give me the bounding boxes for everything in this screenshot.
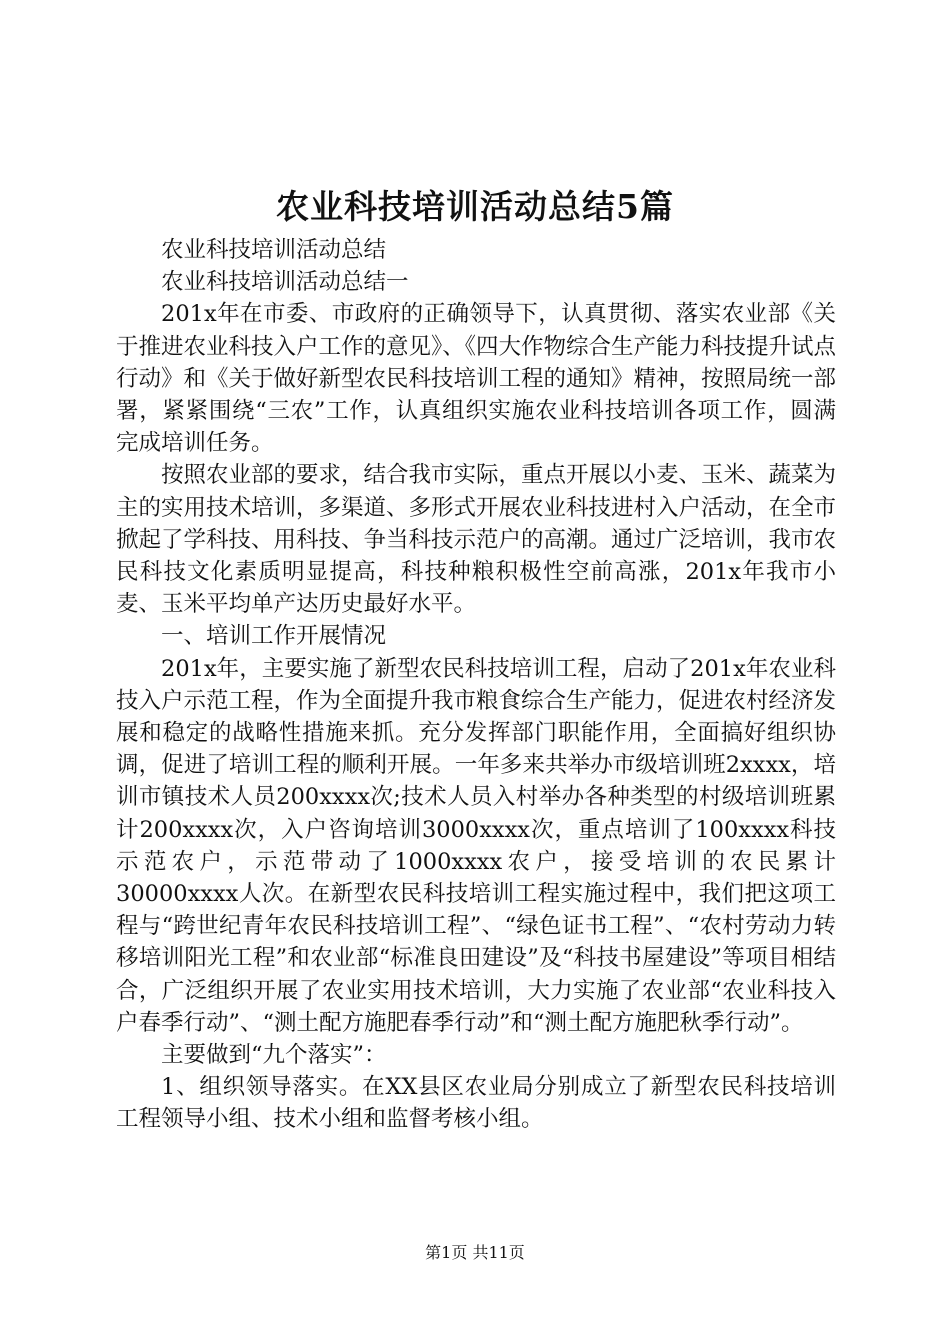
paragraph-requirements: 按照农业部的要求，结合我市实际，重点开展以小麦、玉米、蔬菜为主的实用技术培训，多渠道、多形式开展农业科技进村入户活动，在全市掀起了学科技、用科技、争当科技示范户的高潮。通过广泛培训，我市农民科技文化素质明显提高，科技种粮积极性空前高涨，201x年我市小麦、玉米平均单产达历史最好水平。 [116, 462, 837, 618]
document-title: 农业科技培训活动总结5篇 [276, 187, 674, 226]
paragraph-intro: 201x年在市委、市政府的正确领导下，认真贯彻、落实农业部《关于推进农业科技入户工作的意见》、《四大作物综合生产能力科技提升试点行动》和《关于做好新型农民科技培训工程的通知》精神，按照局统一部署，紧紧围绕“三农”工作，认真组织实施农业科技培训各项工作，圆满完成培训任务。 [116, 301, 837, 457]
paragraph-nine-items: 主要做到“九个落实”： [161, 1042, 387, 1069]
document-body [116, 234, 836, 1136]
paragraph-heading: 农业科技培训活动总结 [161, 237, 387, 263]
page-footer: 第1页 共11页 [425, 1243, 525, 1262]
paragraph-training-details: 201x年，主要实施了新型农民科技培训工程，启动了201x年农业科技入户示范工程，作为全面提升我市粮食综合生产能力，促进农村经济发展和稳定的战略性措施来抓。充分发挥部门职能作用，全面搞好组织协调，促进了培训工程的顺利开展。一年多来共举办市级培训班2xxxx，培训市镇技术人员200xxxx次;技术人员入村举办各种类型的村级培训班累计200xxxx次，入户咨询培训3000xxxx次，重点培训了100xxxx科技示范农户，示范带动了1000xxxx农户，接受培训的农民累计30000xxxx人次。在新型农民科技培训工程实施过程中，我们把这项工程与“跨世纪青年农民科技培训工程”、“绿色证书工程”、“农村劳动力转移培训阳光工程”和农业部“标准良田建设”及“科技书屋建设”等项目相结合，广泛组织开展了农业实用技术培训，大力实施了农业部“农业科技入户春季行动”、“测土配方施肥春季行动”和“测土配方施肥秋季行动”。 [116, 655, 837, 1036]
paragraph-subheading: 农业科技培训活动总结一 [161, 269, 409, 296]
section-heading: 一、培训工作开展情况 [161, 623, 387, 650]
paragraph-item-1: 1、组织领导落实。在XX县区农业局分别成立了新型农民科技培训工程领导小组、技术小组和监督考核小组。 [116, 1074, 836, 1133]
